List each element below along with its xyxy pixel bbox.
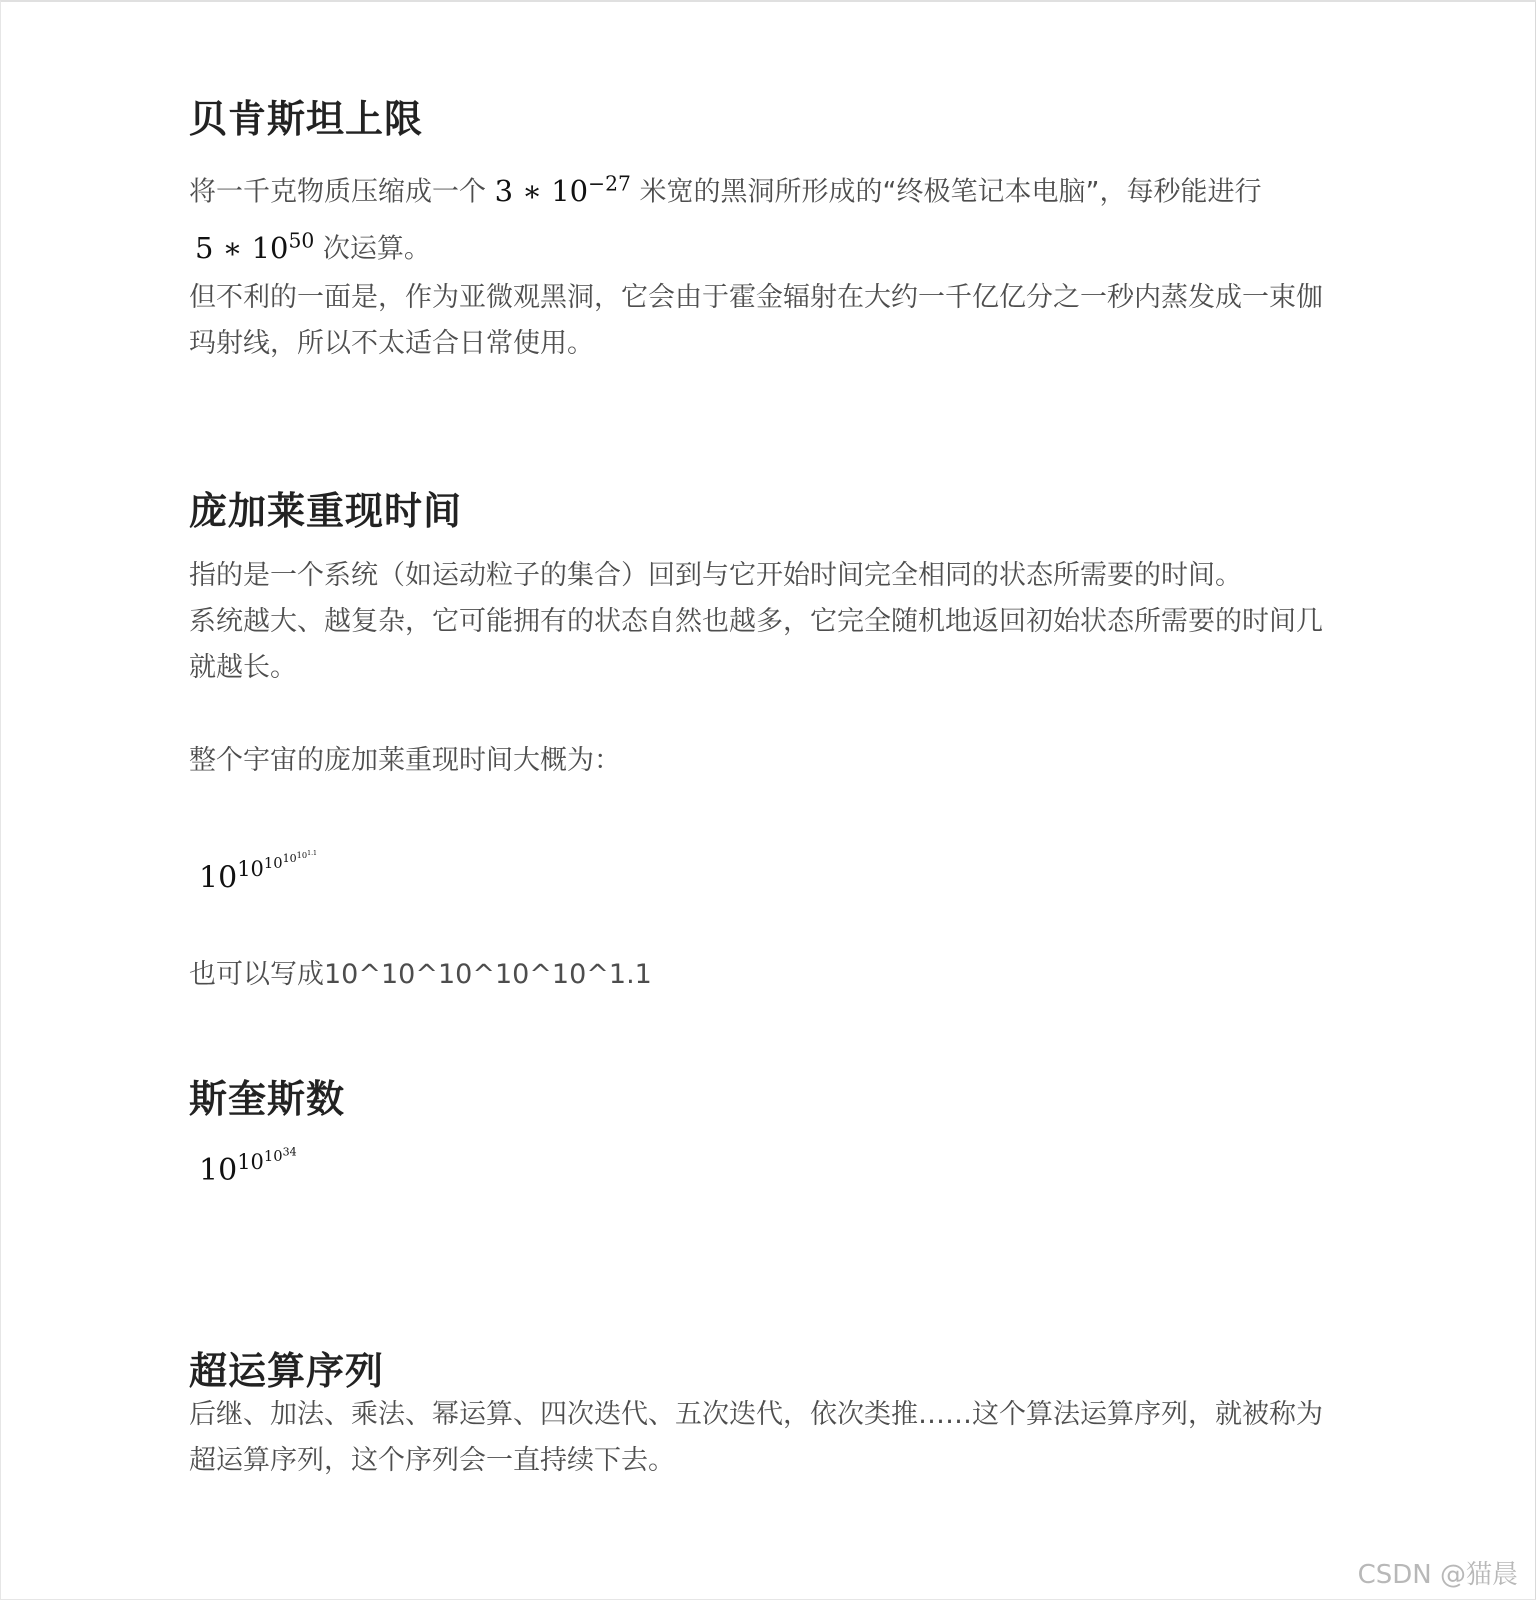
paragraph-hyperoperation <box>189 1392 1323 1484</box>
math-base: 3 ∗ 10 <box>494 173 589 208</box>
math-exponent: −27 <box>588 171 631 195</box>
section-title-hyperoperation: 超运算序列 <box>189 1349 385 1393</box>
math-exponent: 50 <box>288 228 315 252</box>
math-expression <box>195 228 315 265</box>
formula-poincare <box>199 850 317 895</box>
text-line: 但不利的一面是，作为亚微观黑洞，它会由于霍金辐射在大约一千亿亿分之一秒内蒸发成一束伽 <box>189 282 1323 313</box>
text-line: 玛射线，所以不太适合日常使用。 <box>189 328 594 359</box>
text-line: 后继、加法、乘法、幂运算、四次迭代、五次迭代，依次类推……这个算法运算序列，就被称为 <box>189 1399 1323 1430</box>
text-line: 系统越大、越复杂，它可能拥有的状态自然也越多，它完全随机地返回初始状态所需要的时间几 <box>189 606 1323 637</box>
text: 将一千克物质压缩成一个 <box>189 176 486 208</box>
formula-exp: 34 <box>282 1145 297 1158</box>
formula-exp: 10 <box>237 1149 264 1174</box>
paragraph-poincare-1 <box>189 553 1323 691</box>
formula-exp: 10 <box>282 852 297 866</box>
formula-base: 10 <box>199 860 238 896</box>
formula-base: 10 <box>199 1153 238 1189</box>
formula-exp: 10 <box>263 854 283 872</box>
text-line: 超运算序列，这个序列会一直持续下去。 <box>189 1445 675 1476</box>
formula-exp: 10 <box>296 850 308 861</box>
formula-exp: 10 <box>263 1147 283 1165</box>
paragraph-poincare-alt: 也可以写成10^10^10^10^10^1.1 <box>189 959 652 990</box>
formula-skewes <box>199 1145 297 1188</box>
formula-exp: 1.1 <box>307 850 317 857</box>
paragraph-bekenstein-2 <box>195 217 431 273</box>
paragraph-bekenstein-3 <box>189 275 1323 367</box>
math-base: 5 ∗ 10 <box>195 230 289 265</box>
section-title-bekenstein: 贝肯斯坦上限 <box>189 97 424 141</box>
math-expression <box>494 171 631 208</box>
text-line: 就越长。 <box>189 652 297 683</box>
text-line: 指的是一个系统（如运动粒子的集合）回到与它开始时间完全相同的状态所需要的时间。 <box>189 560 1242 591</box>
section-title-skewes: 斯奎斯数 <box>189 1077 346 1121</box>
paragraph-poincare-2: 整个宇宙的庞加莱重现时间大概为： <box>189 745 621 776</box>
section-title-poincare: 庞加莱重现时间 <box>189 489 463 533</box>
paragraph-bekenstein-1 <box>189 160 1261 216</box>
text: 次运算。 <box>322 233 431 265</box>
formula-exp: 10 <box>237 856 264 881</box>
watermark: CSDN @猫晨 <box>1357 1560 1518 1590</box>
text: 米宽的黑洞所形成的“终极笔记本电脑”，每秒能进行 <box>639 176 1262 208</box>
